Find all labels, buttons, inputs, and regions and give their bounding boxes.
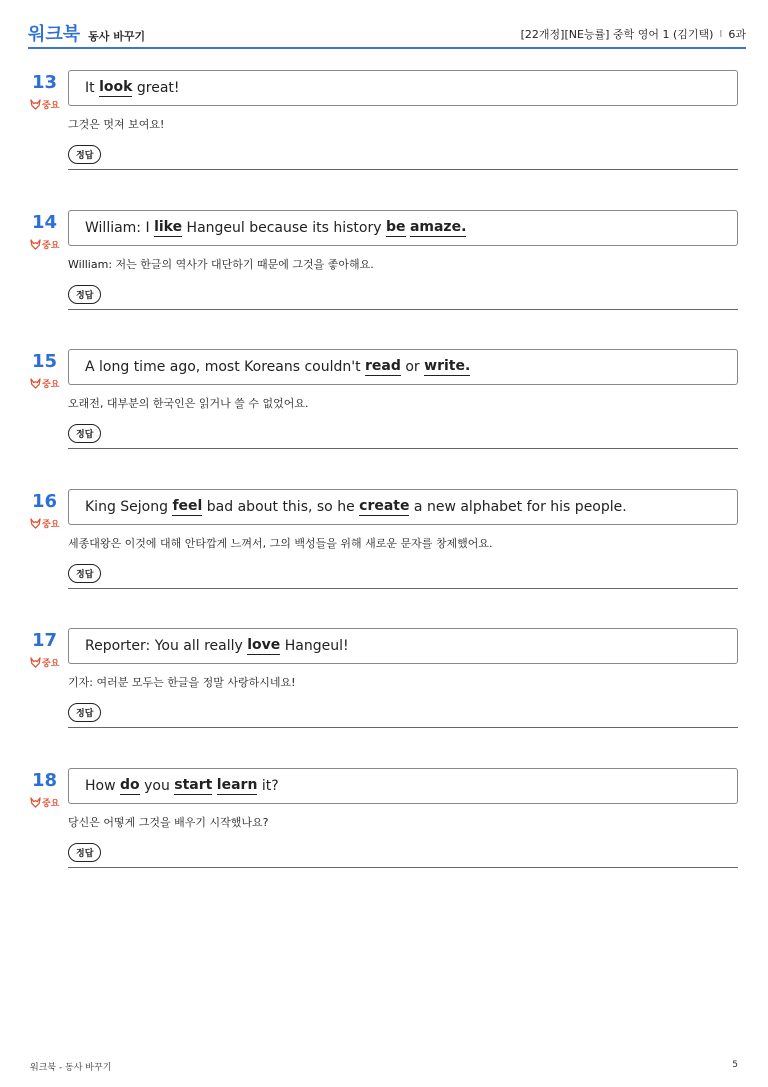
sentence-text: It: [85, 80, 100, 96]
fox-icon: [30, 518, 41, 529]
question-sentence: [68, 489, 738, 525]
question-sentence: [68, 349, 738, 385]
target-verb: feel: [172, 497, 203, 514]
important-badge: [30, 796, 59, 809]
question-item: [28, 210, 738, 350]
item-divider: [68, 169, 738, 170]
brand-title: 워크북: [28, 24, 81, 45]
target-verb: learn: [216, 776, 258, 793]
important-badge: [30, 238, 59, 251]
important-label: 중요: [42, 519, 60, 530]
target-verb: love: [247, 637, 281, 653]
target-verb: write.: [424, 358, 471, 374]
sentence-text: bad about this, so he: [202, 498, 360, 515]
sentence-text: Reporter: You all really: [85, 638, 248, 654]
item-divider: [68, 867, 738, 868]
item-divider: [68, 588, 738, 589]
answer-button[interactable]: 정답: [68, 424, 101, 443]
korean-translation: 기자: 여러분 모두는 한글을 정말 사랑하시네요!: [68, 676, 296, 689]
sentence-text: King Sejong: [85, 498, 173, 515]
sentence-text: great!: [132, 80, 180, 96]
sentence-text: a new alphabet for his people.: [409, 498, 627, 515]
worksheet-type: 동사 바꾸기: [88, 30, 146, 43]
question-number: 16: [32, 490, 58, 512]
answer-button[interactable]: 정답: [68, 703, 101, 722]
sentence-text: Hangeul because its history: [182, 219, 386, 236]
important-badge: [30, 656, 59, 669]
brand: [28, 20, 145, 46]
question-number: 17: [32, 630, 58, 651]
important-label: 중요: [42, 659, 60, 669]
page-number: 5: [732, 1060, 738, 1070]
question-sentence: [68, 628, 738, 664]
target-verb: look: [99, 79, 133, 95]
fox-icon: [30, 99, 41, 110]
question-item: [28, 70, 738, 210]
korean-translation: 세종대왕은 이것에 대해 안타깝게 느껴서, 그의 백성들을 위해 새로운 문자를 창제했어요.: [68, 536, 493, 550]
target-verb: be: [385, 218, 406, 235]
question-sentence: [68, 768, 738, 804]
sentence-text: Hangeul!: [280, 638, 349, 654]
important-label: 중요: [42, 240, 60, 251]
answer-button[interactable]: 정답: [68, 843, 101, 862]
question-sentence: [68, 210, 738, 246]
important-label: 중요: [42, 798, 60, 809]
question-item: [28, 768, 738, 908]
page-footer: [30, 1060, 738, 1073]
fox-icon: [30, 797, 41, 808]
target-verb: do: [120, 776, 140, 793]
sentence-text: it?: [257, 777, 279, 794]
item-divider: [68, 448, 738, 449]
question-list: [28, 70, 738, 907]
lesson-label: 6과: [728, 28, 746, 41]
question-item: [28, 349, 738, 489]
header-separator: I: [719, 28, 723, 40]
korean-translation: 그것은 멋져 보여요!: [68, 118, 165, 131]
item-divider: [68, 309, 738, 310]
course-title: [22개정][NE능률] 중학 영어 1 (김기택): [520, 28, 714, 41]
question-number: 15: [32, 351, 58, 372]
korean-translation: William: 저는 한글의 역사가 대단하기 때문에 그것을 좋아해요.: [68, 257, 374, 271]
target-verb: like: [154, 218, 183, 235]
question-number: 13: [32, 72, 58, 93]
question-sentence: [68, 70, 738, 106]
important-label: 중요: [42, 101, 60, 111]
footer-title: 워크북 - 동사 바꾸기: [30, 1063, 112, 1073]
important-badge: [30, 98, 59, 111]
fox-icon: [30, 657, 41, 668]
sentence-text: William: I: [85, 219, 155, 236]
target-verb: read: [365, 358, 401, 374]
fox-icon: [30, 378, 41, 389]
fox-icon: [30, 239, 41, 250]
page-header: [28, 20, 746, 49]
answer-button[interactable]: 정답: [68, 564, 101, 583]
sentence-text: you: [139, 777, 175, 794]
sentence-text: or: [400, 359, 425, 375]
sentence-text: How: [85, 777, 120, 794]
answer-button[interactable]: 정답: [68, 145, 101, 164]
course-info: [521, 20, 746, 42]
question-number: 14: [32, 211, 58, 233]
answer-button[interactable]: 정답: [68, 285, 101, 304]
important-label: 중요: [42, 380, 60, 390]
target-verb: create: [359, 497, 410, 514]
item-divider: [68, 727, 738, 728]
important-badge: [30, 517, 59, 530]
question-item: [28, 489, 738, 629]
sentence-text: A long time ago, most Koreans couldn't: [85, 359, 366, 375]
question-item: [28, 628, 738, 768]
question-number: 18: [32, 769, 58, 791]
important-badge: [30, 377, 59, 390]
korean-translation: 오래전, 대부분의 한국인은 읽거나 쓸 수 없었어요.: [68, 397, 309, 410]
target-verb: amaze.: [409, 218, 467, 235]
korean-translation: 당신은 어떻게 그것을 배우기 시작했나요?: [68, 815, 269, 829]
target-verb: start: [174, 776, 213, 793]
